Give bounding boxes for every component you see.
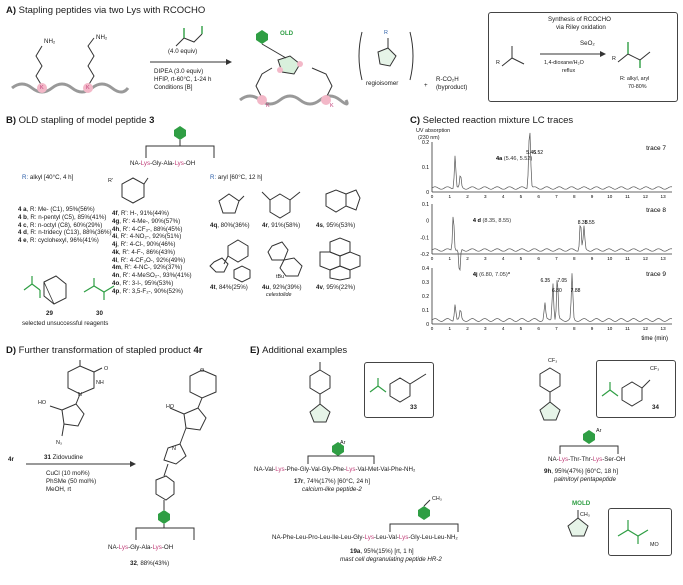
cond-a-2: HFIP, rt-60°C, 1-24 h xyxy=(154,76,212,83)
lc-x-tick-label: 9 xyxy=(590,256,594,261)
panel-d-title-text: Further transformation of stapled product xyxy=(18,345,191,356)
cond-a-1: DIPEA (3.0 equiv) xyxy=(154,68,204,75)
peptide-17r-name: calcium-like peptide-2 xyxy=(302,486,362,493)
zido-label: 31 Zidovudine xyxy=(44,454,83,461)
lc-y-tick-label: 0 xyxy=(426,218,429,225)
lys-k-left: K xyxy=(40,85,44,91)
lc-x-tick-label: 11 xyxy=(625,256,630,261)
lc-x-tick-label: 6 xyxy=(537,326,540,331)
lc-x-tick-label: 13 xyxy=(660,194,666,199)
triphenylethylene-icon xyxy=(208,238,256,282)
riley-arrow xyxy=(540,50,606,58)
lys-k-right: K xyxy=(86,85,90,91)
lc-x-tick-label: 6 xyxy=(537,256,540,261)
mold-label: MOLD xyxy=(572,500,591,507)
lc-peak-label: 5.46 xyxy=(526,150,536,156)
zidovudine-structure xyxy=(40,360,120,448)
panel-b-title-text: OLD stapling of model peptide xyxy=(18,115,147,126)
panel-d-title xyxy=(6,345,202,356)
box-34-num: 34 xyxy=(652,404,659,411)
mold-ch3: CH₃ xyxy=(580,512,590,518)
cf3-label-9h: CF₃ xyxy=(548,358,558,364)
lc-x-tick-label: 9 xyxy=(590,326,594,331)
lc-x-tick-label: 7 xyxy=(555,326,558,331)
cond-d-2: PhSMe (50 mol%) xyxy=(46,478,97,485)
cf3-label-34: CF₃ xyxy=(650,366,660,372)
lc-x-tick-label: 5 xyxy=(519,256,523,261)
regio-r-label: R xyxy=(384,30,388,36)
panel-a-letter: A) xyxy=(6,5,17,16)
lc-x-tick-label: 3 xyxy=(484,194,487,199)
peptide-9h-seq: NA-Lys-Thr-Thr-Lys-Ser-OH xyxy=(548,456,626,463)
lc-peak-label: 7.88 xyxy=(570,288,581,294)
list-item: 4m, R': 4-NC-, 92%(37%) xyxy=(112,264,183,272)
riley-solvent: 1,4-dioxane/H₂O xyxy=(544,60,584,66)
lc-x-tick-label: 2 xyxy=(466,326,469,331)
lc-y-tick-label: 0.2 xyxy=(422,140,429,146)
lc-trace-line xyxy=(432,133,672,190)
celestolide-label: celestolide xyxy=(266,292,292,298)
list-item: 4f, R': H-, 91%(44%) xyxy=(112,210,169,217)
panel-e-title xyxy=(250,345,347,356)
list-item: 4 a, R: Me- (C1), 95%(56%) xyxy=(18,206,95,213)
lc-y-tick-label: 0.1 xyxy=(422,165,429,171)
nh2-left-label: NH₂ xyxy=(44,38,56,45)
cond-a-3: Conditions [B] xyxy=(154,84,193,91)
peptide-19a-yield: 19a, 95%(15%) [rt, 1 h] xyxy=(350,548,414,555)
hetero-4r: 4r, 91%(58%) xyxy=(262,222,301,229)
lc-x-tick-label: 12 xyxy=(642,194,648,199)
lc-x-tick-label: 10 xyxy=(607,256,613,261)
peptide-19a-seq: NA-Phe-Leu-Pro-Leu-Ile-Leu-Gly-Lys-Leu-Val-Lys-Gly-Leu-Leu-NH₂ xyxy=(272,534,458,541)
lc-trace-line xyxy=(432,273,672,322)
uv-label-1: UV absorption xyxy=(416,128,451,134)
zido-ho: HO xyxy=(38,400,47,406)
lc-peak-label: 8.35 xyxy=(577,220,588,226)
product-32-seq: NA-Lys-Gly-Ala-Lys-OH xyxy=(108,544,174,551)
riley-title-1: Synthesis of RCOCHO xyxy=(548,16,611,23)
peptide-9h-yield: 9h, 95%(47%) [60°C, 18 h] xyxy=(544,468,619,475)
tbu-label: tBu xyxy=(276,274,285,280)
product-lys-k-right: K xyxy=(330,103,334,109)
panel-c-title xyxy=(410,115,573,126)
list-item: 4 b, R: n-pentyl (C5), 85%(41%) xyxy=(18,213,107,221)
panel-e-title-text: Additional examples xyxy=(262,345,348,356)
list-item: 4o, R': 3-I-, 95%(53%) xyxy=(112,279,174,287)
lc-y-tick-label: -0.1 xyxy=(420,235,429,242)
peptide-19a-staple xyxy=(380,502,464,532)
lc-y-tick-label: 0.4 xyxy=(422,266,429,272)
lc-x-tick-label: 13 xyxy=(660,256,666,261)
lc-x-tick-label: 3 xyxy=(484,256,487,261)
lc-y-tick-label: 0.1 xyxy=(422,202,429,208)
lc-x-tick-label: 0 xyxy=(430,256,434,261)
lc-x-tick-label: 1 xyxy=(448,194,452,199)
riley-reagent: SeO₂ xyxy=(580,40,595,47)
starting-peptide-structure xyxy=(10,30,130,100)
lc-x-axis-label: time (min) xyxy=(641,336,668,342)
list-item: 4n, R': 4-MeSO₂-, 93%(41%) xyxy=(112,272,192,279)
hetero-4v: 4v, 95%(22%) xyxy=(316,284,356,291)
product-n: N xyxy=(172,446,176,452)
lc-compound-label: 4a (5.46, 5.52) xyxy=(496,156,533,162)
aryl-header: R: aryl [60°C, 12 h] xyxy=(210,174,263,181)
lc-x-tick-label: 4 xyxy=(501,256,505,261)
methyl-ketone-structure xyxy=(500,42,530,72)
list-item: 4 d, R: n-tridecy (C13), 88%(36%) xyxy=(18,229,112,237)
panel-c-letter: C) xyxy=(410,115,421,126)
lc-trace-name: trace 9 xyxy=(646,271,666,278)
lc-peak-label: 6.35 xyxy=(540,278,551,284)
reaction-arrow-d xyxy=(26,460,136,468)
lc-compound-label: 4 d (8.35, 8.55) xyxy=(472,218,512,224)
peptide-9h-staple xyxy=(554,432,624,454)
riley-title-2: via Riley oxidation xyxy=(556,24,606,31)
plus-sign: + xyxy=(424,82,428,89)
lc-x-tick-label: 7 xyxy=(555,194,558,199)
product-32-structure xyxy=(128,364,238,544)
peptide-17r-seq: NA-Val-Lys-Phe-Gly-Val-Gly-Phe-Lys-Val-Met-Val-Phe-NH₂ xyxy=(254,466,416,473)
imidazole-cf3-9h xyxy=(530,360,570,428)
panel-a-title-text: Stapling peptides via two Lys with RCOCHO xyxy=(18,5,206,16)
lc-peak-label: 6.80 xyxy=(552,288,562,294)
lc-x-tick-label: 12 xyxy=(642,256,648,261)
start-4r: 4r xyxy=(8,456,14,463)
lc-x-tick-label: 1 xyxy=(448,326,452,331)
panel-c-title-text: Selected reaction mixture LC traces xyxy=(422,115,574,126)
lc-traces-chart xyxy=(410,138,680,343)
lc-x-tick-label: 10 xyxy=(607,194,613,199)
aryl-results-list xyxy=(112,210,192,295)
uv-label-2: (230 nm) xyxy=(418,135,440,141)
lc-x-tick-label: 9 xyxy=(590,194,594,199)
lc-x-tick-label: 11 xyxy=(625,326,630,331)
list-item: 4p, R': 3,5-F₂-, 90%(52%) xyxy=(112,287,183,295)
unsucc-29: 29 xyxy=(46,310,53,317)
glyoxal-r-label: R xyxy=(612,56,616,62)
product-32-yield: 32, 88%(43%) xyxy=(130,560,170,567)
ch3-label-19a: CH₃ xyxy=(432,496,442,502)
hetero-4s: 4s, 95%(53%) xyxy=(316,222,356,229)
product-lys-k-left: K xyxy=(266,103,270,109)
methylglyoxal-structure xyxy=(614,514,654,544)
lc-trace-line xyxy=(432,217,672,270)
regioisomer-label: regioisomer xyxy=(366,80,399,87)
zido-nh: NH xyxy=(96,380,104,386)
hetero-4t: 4t, 84%(25%) xyxy=(210,284,248,291)
mold-imidazole xyxy=(558,508,598,548)
panel-b-title xyxy=(6,115,154,126)
lc-y-tick-label: 0 xyxy=(426,190,429,196)
list-item: 4 c, R: n-octyl (C8), 60%(29%) xyxy=(18,221,103,229)
lc-x-tick-label: 7 xyxy=(555,256,558,261)
lc-x-tick-label: 10 xyxy=(607,326,613,331)
lc-x-tick-label: 0 xyxy=(430,326,434,331)
adamantyl-glyoxal-icon xyxy=(22,272,70,308)
model-peptide-seq: NA-Lys-Gly-Ala-Lys-OH xyxy=(130,160,196,167)
lc-x-tick-label: 5 xyxy=(519,326,523,331)
regioisomer-structure xyxy=(356,30,416,84)
lc-peak-label: 8.55 xyxy=(584,220,595,226)
riley-yield-1: R: alkyl, aryl xyxy=(620,76,650,82)
alkyl-header: R: alkyl [40°C, 4 h] xyxy=(22,174,74,181)
panel-b-letter: B) xyxy=(6,115,17,126)
lc-x-tick-label: 4 xyxy=(501,194,505,199)
box-33-num: 33 xyxy=(410,404,417,411)
list-item: 4 e, R: cyclohexyl, 96%(41%) xyxy=(18,237,99,244)
mo-label: MO xyxy=(650,542,659,548)
r-prime-label: R' xyxy=(108,178,113,184)
lc-y-tick-label: 0.3 xyxy=(422,280,429,286)
zido-n3: N₃ xyxy=(56,440,63,446)
ketone-r-label: R xyxy=(496,60,500,66)
lc-peak-label: 5.52 xyxy=(533,150,544,156)
lc-y-tick-label: 0.1 xyxy=(422,308,429,314)
riley-reflux: reflux xyxy=(562,68,576,74)
ethynylphenyl-icon xyxy=(262,186,302,220)
lc-compound-label: 4j (6.80, 7.05)$^a$ xyxy=(472,269,510,278)
peptide-17r-staple xyxy=(268,444,408,464)
unsucc-label: selected unsuccessful reagents xyxy=(22,320,109,327)
glyoxylic-acid-icon xyxy=(82,276,118,302)
model-peptide-staple xyxy=(140,128,220,160)
celestolide-icon xyxy=(262,236,308,282)
lc-x-tick-label: 8 xyxy=(572,194,576,199)
cond-d-3: MeOH, rt xyxy=(46,486,72,493)
list-item: 4h, R': 4-CF₃-, 88%(45%) xyxy=(112,225,183,233)
lc-x-tick-label: 2 xyxy=(466,256,469,261)
nh2-right-label: NH₂ xyxy=(96,34,108,41)
list-item: 4k, R': 4-F-, 86%(43%) xyxy=(112,248,176,256)
byproduct-acid: R-CO₂H xyxy=(436,76,459,83)
lc-trace-name: trace 7 xyxy=(646,145,666,152)
product-o: O xyxy=(200,368,205,374)
hetero-4q: 4q, 80%(36%) xyxy=(210,222,250,229)
lc-x-tick-label: 5 xyxy=(519,194,523,199)
reagent-equiv: (4.0 equiv) xyxy=(168,48,198,55)
zido-o: O xyxy=(104,366,109,372)
list-item: 4l, R': 4-CF₃O-, 92%(49%) xyxy=(112,256,186,264)
lc-x-tick-label: 3 xyxy=(484,326,487,331)
stapled-product-structure xyxy=(238,26,348,112)
alkyl-results-list xyxy=(18,206,112,245)
lc-trace-name: trace 8 xyxy=(646,207,666,214)
lc-x-tick-label: 0 xyxy=(430,194,434,199)
hetero-4u: 4u, 92%(39%) xyxy=(262,284,302,291)
byproduct-label: (byproduct) xyxy=(436,84,468,91)
lc-x-tick-label: 1 xyxy=(448,256,452,261)
list-item: 4j, R': 4-Cl-, 90%(46%) xyxy=(112,241,176,248)
old-label: OLD xyxy=(280,30,294,37)
lc-y-tick-label: 0.2 xyxy=(422,294,429,300)
cond-d-1: CuCl (10 mol%) xyxy=(46,470,90,477)
lc-x-tick-label: 11 xyxy=(625,194,630,199)
lc-x-tick-label: 8 xyxy=(572,326,576,331)
lc-x-tick-label: 13 xyxy=(660,326,666,331)
reaction-arrow-a xyxy=(150,58,232,66)
lc-x-tick-label: 6 xyxy=(537,194,540,199)
lc-y-tick-label: -0.2 xyxy=(420,252,429,258)
list-item: 4g, R': 4-Me-, 90%(57%) xyxy=(112,217,181,225)
panel-d-letter: D) xyxy=(6,345,17,356)
panel-d-title-num: 4r xyxy=(193,345,203,356)
panel-e-letter: E) xyxy=(250,345,260,356)
naphthyl-icon xyxy=(316,188,360,220)
unsucc-30: 30 xyxy=(96,310,103,317)
peptide-9h-name: palmitoyl pentapeptide xyxy=(554,476,616,483)
lc-x-tick-label: 2 xyxy=(466,194,469,199)
lc-y-tick-label: 0 xyxy=(426,322,429,328)
lc-x-tick-label: 4 xyxy=(501,326,505,331)
list-item: 4i, R': 4-NO₂-, 92%(51%) xyxy=(112,233,182,241)
ar-label-17r: Ar xyxy=(340,440,346,446)
riley-yield-2: 70-80% xyxy=(628,84,647,90)
peptide-19a-name: mast cell degranulating peptide HR-2 xyxy=(340,556,442,563)
furan-icon xyxy=(214,190,244,220)
imidazole-ethynylphenyl-17r xyxy=(300,362,340,434)
glyoxal-structure xyxy=(616,38,656,68)
lc-peak-label: 7.05 xyxy=(557,278,568,284)
pyrenyl-icon xyxy=(318,238,362,280)
lc-x-tick-label: 8 xyxy=(572,256,576,261)
lc-x-tick-label: 12 xyxy=(642,326,648,331)
peptide-17r-yield: 17r, 74%(17%) [60°C, 24 h] xyxy=(294,478,371,485)
glyoxal-33-structure xyxy=(368,366,430,406)
zido-n: N xyxy=(78,392,82,398)
panel-a-title xyxy=(6,5,205,16)
aryl-ring-icon xyxy=(118,176,148,206)
product-ho: HO xyxy=(166,404,175,410)
ar-label-9h: Ar xyxy=(596,428,602,434)
panel-b-peptide-num: 3 xyxy=(149,115,155,126)
